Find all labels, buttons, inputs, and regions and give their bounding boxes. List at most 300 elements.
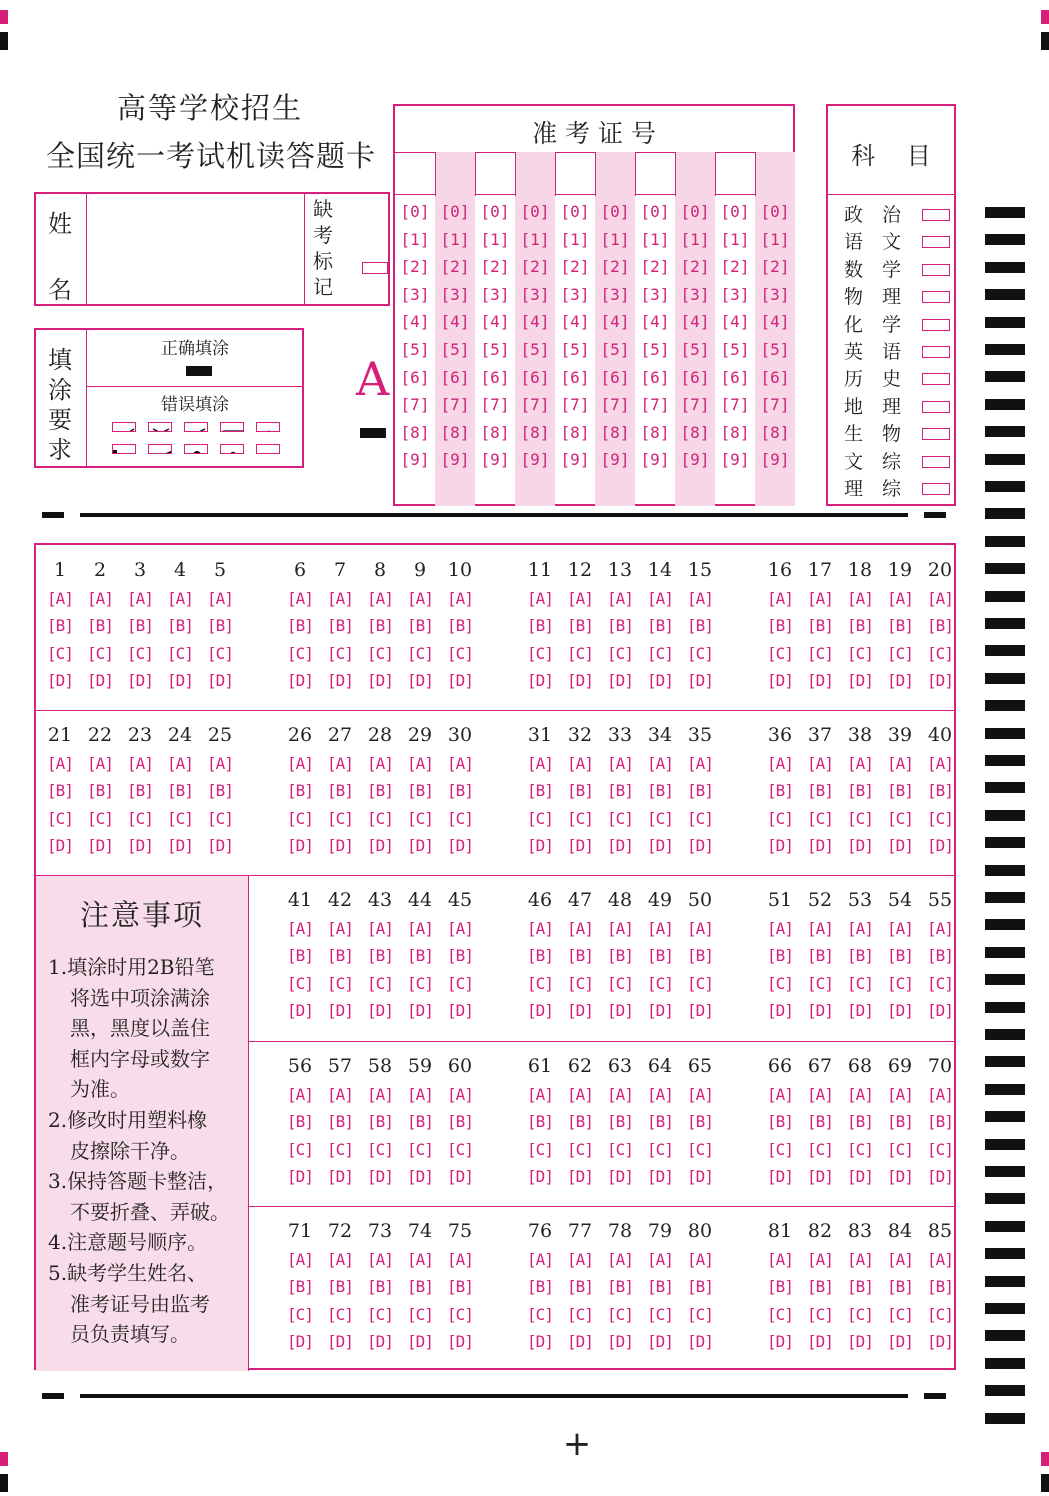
exam-id-digit-bubble[interactable]: [5]: [560, 340, 590, 359]
answer-bubble[interactable]: [C]: [647, 1304, 673, 1324]
answer-bubble[interactable]: [C]: [807, 643, 833, 663]
exam-id-digit-bubble[interactable]: [5]: [440, 340, 470, 359]
answer-bubble[interactable]: [B]: [807, 616, 833, 636]
answer-bubble[interactable]: [D]: [447, 1167, 473, 1187]
answer-bubble[interactable]: [D]: [847, 1001, 873, 1021]
answer-bubble[interactable]: [A]: [167, 589, 193, 608]
answer-bubble[interactable]: [D]: [847, 1332, 873, 1352]
answer-bubble[interactable]: [B]: [647, 1277, 673, 1297]
answer-bubble[interactable]: [B]: [767, 1277, 793, 1297]
exam-id-digit-bubble[interactable]: [7]: [680, 395, 710, 415]
answer-bubble[interactable]: [C]: [687, 643, 713, 663]
answer-bubble[interactable]: [C]: [887, 643, 913, 663]
answer-bubble[interactable]: [D]: [287, 1167, 313, 1187]
name-input-area[interactable]: [88, 194, 302, 304]
answer-bubble[interactable]: [D]: [767, 1167, 793, 1187]
answer-bubble[interactable]: [A]: [847, 919, 873, 938]
answer-bubble[interactable]: [A]: [767, 754, 793, 773]
answer-bubble[interactable]: [C]: [367, 973, 393, 993]
exam-id-digit-bubble[interactable]: [9]: [680, 450, 710, 470]
answer-bubble[interactable]: [A]: [767, 589, 793, 608]
exam-id-digit-bubble[interactable]: [0]: [640, 202, 670, 221]
exam-id-digit-bubble[interactable]: [9]: [760, 450, 790, 470]
answer-bubble[interactable]: [B]: [127, 781, 153, 801]
answer-bubble[interactable]: [C]: [407, 643, 433, 663]
answer-bubble[interactable]: [B]: [527, 1277, 553, 1297]
exam-id-digit-bubble[interactable]: [7]: [400, 395, 430, 415]
answer-bubble[interactable]: [C]: [367, 1304, 393, 1324]
subject-bubble[interactable]: [922, 373, 950, 385]
answer-bubble[interactable]: [A]: [927, 754, 953, 773]
exam-id-digit-bubble[interactable]: [6]: [520, 367, 550, 387]
exam-id-digit-bubble[interactable]: [2]: [520, 257, 550, 277]
exam-id-digit-bubble[interactable]: [3]: [520, 284, 550, 304]
answer-bubble[interactable]: [D]: [47, 836, 73, 856]
answer-bubble[interactable]: [A]: [687, 754, 713, 773]
subject-row[interactable]: [828, 447, 958, 474]
answer-bubble[interactable]: [D]: [567, 1001, 593, 1021]
answer-bubble[interactable]: [D]: [287, 1001, 313, 1021]
answer-bubble[interactable]: [C]: [847, 643, 873, 663]
exam-id-digit-bubble[interactable]: [5]: [520, 340, 550, 359]
answer-bubble[interactable]: [D]: [567, 1167, 593, 1187]
answer-bubble[interactable]: [C]: [687, 1304, 713, 1324]
answer-bubble[interactable]: [C]: [847, 1304, 873, 1324]
exam-id-digit-bubble[interactable]: [5]: [640, 340, 670, 359]
answer-bubble[interactable]: [B]: [567, 1277, 593, 1297]
answer-bubble[interactable]: [D]: [687, 836, 713, 856]
answer-bubble[interactable]: [A]: [127, 754, 153, 773]
answer-bubble[interactable]: [C]: [367, 808, 393, 828]
answer-bubble[interactable]: [B]: [287, 946, 313, 966]
answer-bubble[interactable]: [B]: [887, 946, 913, 966]
exam-id-digit-bubble[interactable]: [4]: [480, 312, 510, 332]
answer-bubble[interactable]: [B]: [687, 1277, 713, 1297]
answer-bubble[interactable]: [C]: [607, 973, 633, 993]
answer-bubble[interactable]: [D]: [767, 1332, 793, 1352]
exam-id-digit-bubble[interactable]: [2]: [480, 257, 510, 277]
answer-bubble[interactable]: [A]: [447, 1250, 473, 1269]
answer-bubble[interactable]: [D]: [847, 1167, 873, 1187]
answer-bubble[interactable]: [A]: [287, 919, 313, 938]
exam-id-digit-bubble[interactable]: [6]: [760, 367, 790, 387]
answer-bubble[interactable]: [C]: [47, 808, 73, 828]
answer-bubble[interactable]: [D]: [607, 1001, 633, 1021]
answer-bubble[interactable]: [C]: [407, 1304, 433, 1324]
answer-bubble[interactable]: [D]: [87, 671, 113, 691]
answer-bubble[interactable]: [A]: [47, 589, 73, 608]
answer-bubble[interactable]: [A]: [207, 589, 233, 608]
answer-bubble[interactable]: [B]: [287, 616, 313, 636]
exam-id-digit-bubble[interactable]: [8]: [720, 422, 750, 442]
answer-bubble[interactable]: [A]: [687, 919, 713, 938]
exam-id-digit-bubble[interactable]: [1]: [440, 229, 470, 249]
exam-id-write-cell[interactable]: [555, 152, 595, 194]
answer-bubble[interactable]: [D]: [327, 1167, 353, 1187]
answer-bubble[interactable]: [C]: [847, 1139, 873, 1159]
answer-bubble[interactable]: [D]: [287, 1332, 313, 1352]
answer-bubble[interactable]: [C]: [167, 808, 193, 828]
answer-bubble[interactable]: [A]: [567, 754, 593, 773]
answer-bubble[interactable]: [A]: [287, 754, 313, 773]
exam-id-digit-bubble[interactable]: [9]: [640, 450, 670, 470]
answer-bubble[interactable]: [A]: [407, 754, 433, 773]
answer-bubble[interactable]: [D]: [607, 1332, 633, 1352]
answer-bubble[interactable]: [D]: [527, 671, 553, 691]
exam-id-digit-bubble[interactable]: [9]: [520, 450, 550, 470]
answer-bubble[interactable]: [C]: [927, 643, 953, 663]
exam-id-digit-bubble[interactable]: [8]: [520, 422, 550, 442]
exam-id-write-cell[interactable]: [635, 152, 675, 194]
answer-bubble[interactable]: [C]: [767, 808, 793, 828]
exam-id-write-cell[interactable]: [715, 152, 755, 194]
answer-bubble[interactable]: [D]: [927, 1167, 953, 1187]
answer-bubble[interactable]: [A]: [527, 754, 553, 773]
answer-bubble[interactable]: [B]: [887, 781, 913, 801]
answer-bubble[interactable]: [D]: [607, 836, 633, 856]
answer-bubble[interactable]: [B]: [447, 1277, 473, 1297]
exam-id-digit-bubble[interactable]: [9]: [720, 450, 750, 470]
exam-id-digit-bubble[interactable]: [3]: [760, 284, 790, 304]
answer-bubble[interactable]: [A]: [847, 1250, 873, 1269]
subject-row[interactable]: [828, 255, 958, 282]
answer-bubble[interactable]: [C]: [167, 643, 193, 663]
answer-bubble[interactable]: [A]: [607, 1085, 633, 1104]
answer-bubble[interactable]: [D]: [127, 671, 153, 691]
exam-id-digit-bubble[interactable]: [2]: [640, 257, 670, 277]
exam-id-digit-bubble[interactable]: [9]: [440, 450, 470, 470]
answer-bubble[interactable]: [D]: [447, 671, 473, 691]
answer-bubble[interactable]: [D]: [47, 671, 73, 691]
exam-id-write-cell[interactable]: [755, 152, 795, 194]
exam-id-digit-bubble[interactable]: [6]: [600, 367, 630, 387]
answer-bubble[interactable]: [B]: [367, 1277, 393, 1297]
answer-bubble[interactable]: [A]: [407, 1085, 433, 1104]
answer-bubble[interactable]: [B]: [927, 1112, 953, 1132]
answer-bubble[interactable]: [D]: [847, 836, 873, 856]
exam-id-digit-bubble[interactable]: [7]: [520, 395, 550, 415]
answer-bubble[interactable]: [A]: [807, 1085, 833, 1104]
answer-bubble[interactable]: [A]: [887, 754, 913, 773]
answer-bubble[interactable]: [A]: [807, 1250, 833, 1269]
answer-bubble[interactable]: [B]: [607, 946, 633, 966]
exam-id-digit-bubble[interactable]: [4]: [680, 312, 710, 332]
answer-bubble[interactable]: [C]: [887, 1139, 913, 1159]
answer-bubble[interactable]: [C]: [887, 1304, 913, 1324]
answer-bubble[interactable]: [D]: [527, 1332, 553, 1352]
answer-bubble[interactable]: [B]: [847, 1112, 873, 1132]
exam-id-digit-bubble[interactable]: [1]: [480, 229, 510, 249]
answer-bubble[interactable]: [A]: [327, 754, 353, 773]
answer-bubble[interactable]: [A]: [527, 1250, 553, 1269]
answer-bubble[interactable]: [D]: [687, 1332, 713, 1352]
answer-bubble[interactable]: [A]: [327, 589, 353, 608]
answer-bubble[interactable]: [C]: [447, 1304, 473, 1324]
answer-bubble[interactable]: [C]: [127, 643, 153, 663]
answer-bubble[interactable]: [B]: [407, 946, 433, 966]
answer-bubble[interactable]: [C]: [687, 1139, 713, 1159]
exam-id-digit-bubble[interactable]: [3]: [480, 284, 510, 304]
answer-bubble[interactable]: [B]: [167, 616, 193, 636]
answer-bubble[interactable]: [B]: [767, 1112, 793, 1132]
exam-id-digit-bubble[interactable]: [1]: [680, 229, 710, 249]
exam-id-digit-bubble[interactable]: [4]: [440, 312, 470, 332]
answer-bubble[interactable]: [D]: [407, 836, 433, 856]
exam-id-write-cell[interactable]: [395, 152, 435, 194]
answer-bubble[interactable]: [D]: [847, 671, 873, 691]
answer-bubble[interactable]: [A]: [927, 1250, 953, 1269]
answer-bubble[interactable]: [D]: [567, 836, 593, 856]
exam-id-write-cell[interactable]: [595, 152, 635, 194]
answer-bubble[interactable]: [B]: [927, 946, 953, 966]
subject-bubble[interactable]: [922, 264, 950, 276]
answer-bubble[interactable]: [B]: [887, 1112, 913, 1132]
exam-id-digit-bubble[interactable]: [4]: [760, 312, 790, 332]
answer-bubble[interactable]: [D]: [807, 1001, 833, 1021]
answer-bubble[interactable]: [D]: [327, 836, 353, 856]
answer-bubble[interactable]: [A]: [407, 1250, 433, 1269]
answer-bubble[interactable]: [C]: [327, 973, 353, 993]
answer-bubble[interactable]: [A]: [367, 589, 393, 608]
answer-bubble[interactable]: [C]: [207, 808, 233, 828]
answer-bubble[interactable]: [D]: [367, 671, 393, 691]
answer-bubble[interactable]: [C]: [847, 808, 873, 828]
answer-bubble[interactable]: [A]: [807, 754, 833, 773]
answer-bubble[interactable]: [B]: [287, 1277, 313, 1297]
answer-bubble[interactable]: [C]: [647, 1139, 673, 1159]
answer-bubble[interactable]: [C]: [367, 643, 393, 663]
answer-bubble[interactable]: [B]: [567, 616, 593, 636]
answer-bubble[interactable]: [A]: [847, 1085, 873, 1104]
exam-id-write-cell[interactable]: [675, 152, 715, 194]
subject-bubble[interactable]: [922, 428, 950, 440]
answer-bubble[interactable]: [B]: [407, 781, 433, 801]
answer-bubble[interactable]: [B]: [807, 781, 833, 801]
exam-id-digit-bubble[interactable]: [6]: [400, 367, 430, 387]
answer-bubble[interactable]: [B]: [407, 616, 433, 636]
answer-bubble[interactable]: [C]: [927, 808, 953, 828]
answer-bubble[interactable]: [B]: [927, 1277, 953, 1297]
exam-id-digit-bubble[interactable]: [3]: [560, 284, 590, 304]
exam-id-digit-bubble[interactable]: [1]: [640, 229, 670, 249]
answer-bubble[interactable]: [D]: [927, 1001, 953, 1021]
answer-bubble[interactable]: [A]: [87, 754, 113, 773]
answer-bubble[interactable]: [C]: [807, 973, 833, 993]
answer-bubble[interactable]: [A]: [527, 919, 553, 938]
answer-bubble[interactable]: [D]: [287, 671, 313, 691]
exam-id-digit-bubble[interactable]: [8]: [600, 422, 630, 442]
exam-id-digit-bubble[interactable]: [2]: [400, 257, 430, 277]
answer-bubble[interactable]: [B]: [527, 1112, 553, 1132]
subject-row[interactable]: [828, 474, 958, 501]
answer-bubble[interactable]: [B]: [367, 616, 393, 636]
subject-bubble[interactable]: [922, 456, 950, 468]
answer-bubble[interactable]: [D]: [367, 836, 393, 856]
answer-bubble[interactable]: [C]: [647, 973, 673, 993]
answer-bubble[interactable]: [B]: [287, 781, 313, 801]
answer-bubble[interactable]: [B]: [327, 1277, 353, 1297]
answer-bubble[interactable]: [C]: [567, 1304, 593, 1324]
answer-bubble[interactable]: [C]: [287, 808, 313, 828]
answer-bubble[interactable]: [D]: [367, 1001, 393, 1021]
answer-bubble[interactable]: [D]: [207, 836, 233, 856]
answer-bubble[interactable]: [B]: [687, 1112, 713, 1132]
exam-id-digit-bubble[interactable]: [7]: [760, 395, 790, 415]
answer-bubble[interactable]: [B]: [607, 1277, 633, 1297]
answer-bubble[interactable]: [C]: [527, 1139, 553, 1159]
answer-bubble[interactable]: [C]: [887, 808, 913, 828]
answer-bubble[interactable]: [C]: [647, 643, 673, 663]
exam-id-digit-bubble[interactable]: [4]: [720, 312, 750, 332]
answer-bubble[interactable]: [C]: [847, 973, 873, 993]
answer-bubble[interactable]: [C]: [287, 1304, 313, 1324]
exam-id-digit-bubble[interactable]: [0]: [680, 202, 710, 221]
answer-bubble[interactable]: [D]: [407, 1332, 433, 1352]
answer-bubble[interactable]: [B]: [527, 781, 553, 801]
exam-id-digit-bubble[interactable]: [4]: [400, 312, 430, 332]
answer-bubble[interactable]: [A]: [447, 589, 473, 608]
answer-bubble[interactable]: [C]: [447, 1139, 473, 1159]
answer-bubble[interactable]: [C]: [287, 1139, 313, 1159]
answer-bubble[interactable]: [C]: [527, 973, 553, 993]
answer-bubble[interactable]: [C]: [327, 808, 353, 828]
answer-bubble[interactable]: [D]: [807, 836, 833, 856]
subject-bubble[interactable]: [922, 401, 950, 413]
answer-bubble[interactable]: [C]: [47, 643, 73, 663]
answer-bubble[interactable]: [B]: [927, 616, 953, 636]
exam-id-digit-bubble[interactable]: [5]: [680, 340, 710, 359]
answer-bubble[interactable]: [C]: [447, 643, 473, 663]
absent-mark-box[interactable]: [362, 262, 388, 274]
answer-bubble[interactable]: [D]: [927, 1332, 953, 1352]
answer-bubble[interactable]: [D]: [807, 1332, 833, 1352]
exam-id-digit-bubble[interactable]: [2]: [720, 257, 750, 277]
answer-bubble[interactable]: [A]: [807, 589, 833, 608]
answer-bubble[interactable]: [A]: [287, 589, 313, 608]
answer-bubble[interactable]: [C]: [807, 1139, 833, 1159]
answer-bubble[interactable]: [B]: [447, 616, 473, 636]
answer-bubble[interactable]: [A]: [647, 589, 673, 608]
answer-bubble[interactable]: [C]: [567, 808, 593, 828]
exam-id-digit-bubble[interactable]: [7]: [480, 395, 510, 415]
answer-bubble[interactable]: [D]: [607, 671, 633, 691]
subject-row[interactable]: [828, 419, 958, 446]
exam-id-digit-bubble[interactable]: [4]: [640, 312, 670, 332]
answer-bubble[interactable]: [B]: [407, 1277, 433, 1297]
exam-id-digit-bubble[interactable]: [5]: [600, 340, 630, 359]
answer-bubble[interactable]: [D]: [327, 1001, 353, 1021]
answer-bubble[interactable]: [B]: [407, 1112, 433, 1132]
answer-bubble[interactable]: [D]: [647, 1001, 673, 1021]
answer-bubble[interactable]: [C]: [527, 643, 553, 663]
exam-id-digit-bubble[interactable]: [3]: [720, 284, 750, 304]
answer-bubble[interactable]: [A]: [207, 754, 233, 773]
answer-bubble[interactable]: [A]: [447, 919, 473, 938]
answer-bubble[interactable]: [A]: [607, 919, 633, 938]
answer-bubble[interactable]: [A]: [367, 1250, 393, 1269]
answer-bubble[interactable]: [D]: [407, 1167, 433, 1187]
answer-bubble[interactable]: [C]: [407, 1139, 433, 1159]
answer-bubble[interactable]: [A]: [167, 754, 193, 773]
answer-bubble[interactable]: [A]: [687, 1250, 713, 1269]
answer-bubble[interactable]: [B]: [87, 616, 113, 636]
answer-bubble[interactable]: [C]: [687, 808, 713, 828]
answer-bubble[interactable]: [A]: [567, 1085, 593, 1104]
exam-id-digit-bubble[interactable]: [1]: [400, 229, 430, 249]
answer-bubble[interactable]: [C]: [807, 808, 833, 828]
answer-bubble[interactable]: [D]: [367, 1332, 393, 1352]
answer-bubble[interactable]: [A]: [767, 1250, 793, 1269]
answer-bubble[interactable]: [D]: [807, 1167, 833, 1187]
exam-id-digit-bubble[interactable]: [3]: [640, 284, 670, 304]
exam-id-digit-bubble[interactable]: [4]: [520, 312, 550, 332]
answer-bubble[interactable]: [A]: [327, 919, 353, 938]
answer-bubble[interactable]: [A]: [367, 919, 393, 938]
answer-bubble[interactable]: [B]: [647, 1112, 673, 1132]
exam-id-digit-bubble[interactable]: [2]: [760, 257, 790, 277]
answer-bubble[interactable]: [D]: [207, 671, 233, 691]
answer-bubble[interactable]: [A]: [927, 589, 953, 608]
answer-bubble[interactable]: [B]: [847, 1277, 873, 1297]
answer-bubble[interactable]: [B]: [687, 946, 713, 966]
exam-id-digit-bubble[interactable]: [5]: [400, 340, 430, 359]
exam-id-digit-bubble[interactable]: [7]: [600, 395, 630, 415]
exam-id-digit-bubble[interactable]: [2]: [440, 257, 470, 277]
answer-bubble[interactable]: [A]: [447, 754, 473, 773]
answer-bubble[interactable]: [D]: [167, 836, 193, 856]
answer-bubble[interactable]: [D]: [407, 1001, 433, 1021]
answer-bubble[interactable]: [D]: [767, 1001, 793, 1021]
answer-bubble[interactable]: [A]: [287, 1250, 313, 1269]
answer-bubble[interactable]: [C]: [567, 1139, 593, 1159]
answer-bubble[interactable]: [C]: [607, 1304, 633, 1324]
answer-bubble[interactable]: [D]: [447, 836, 473, 856]
exam-id-digit-bubble[interactable]: [4]: [560, 312, 590, 332]
answer-bubble[interactable]: [B]: [167, 781, 193, 801]
answer-bubble[interactable]: [D]: [607, 1167, 633, 1187]
answer-bubble[interactable]: [B]: [127, 616, 153, 636]
answer-bubble[interactable]: [B]: [47, 616, 73, 636]
exam-id-digit-bubble[interactable]: [4]: [600, 312, 630, 332]
answer-bubble[interactable]: [C]: [127, 808, 153, 828]
answer-bubble[interactable]: [B]: [567, 1112, 593, 1132]
exam-id-digit-bubble[interactable]: [0]: [520, 202, 550, 221]
answer-bubble[interactable]: [D]: [447, 1332, 473, 1352]
answer-bubble[interactable]: [C]: [647, 808, 673, 828]
answer-bubble[interactable]: [D]: [767, 671, 793, 691]
exam-id-digit-bubble[interactable]: [5]: [720, 340, 750, 359]
subject-bubble[interactable]: [922, 483, 950, 495]
subject-bubble[interactable]: [922, 346, 950, 358]
exam-id-digit-bubble[interactable]: [6]: [480, 367, 510, 387]
answer-bubble[interactable]: [C]: [327, 1139, 353, 1159]
exam-id-write-cell[interactable]: [475, 152, 515, 194]
answer-bubble[interactable]: [C]: [287, 973, 313, 993]
answer-bubble[interactable]: [D]: [887, 836, 913, 856]
subject-row[interactable]: [828, 310, 958, 337]
exam-id-digit-bubble[interactable]: [8]: [560, 422, 590, 442]
paper-type-mark[interactable]: [360, 428, 386, 438]
answer-bubble[interactable]: [A]: [287, 1085, 313, 1104]
subject-row[interactable]: [828, 364, 958, 391]
subject-bubble[interactable]: [922, 291, 950, 303]
answer-bubble[interactable]: [D]: [567, 1332, 593, 1352]
answer-bubble[interactable]: [C]: [87, 643, 113, 663]
answer-bubble[interactable]: [B]: [567, 946, 593, 966]
answer-bubble[interactable]: [B]: [367, 946, 393, 966]
answer-bubble[interactable]: [A]: [527, 1085, 553, 1104]
answer-bubble[interactable]: [D]: [887, 1332, 913, 1352]
